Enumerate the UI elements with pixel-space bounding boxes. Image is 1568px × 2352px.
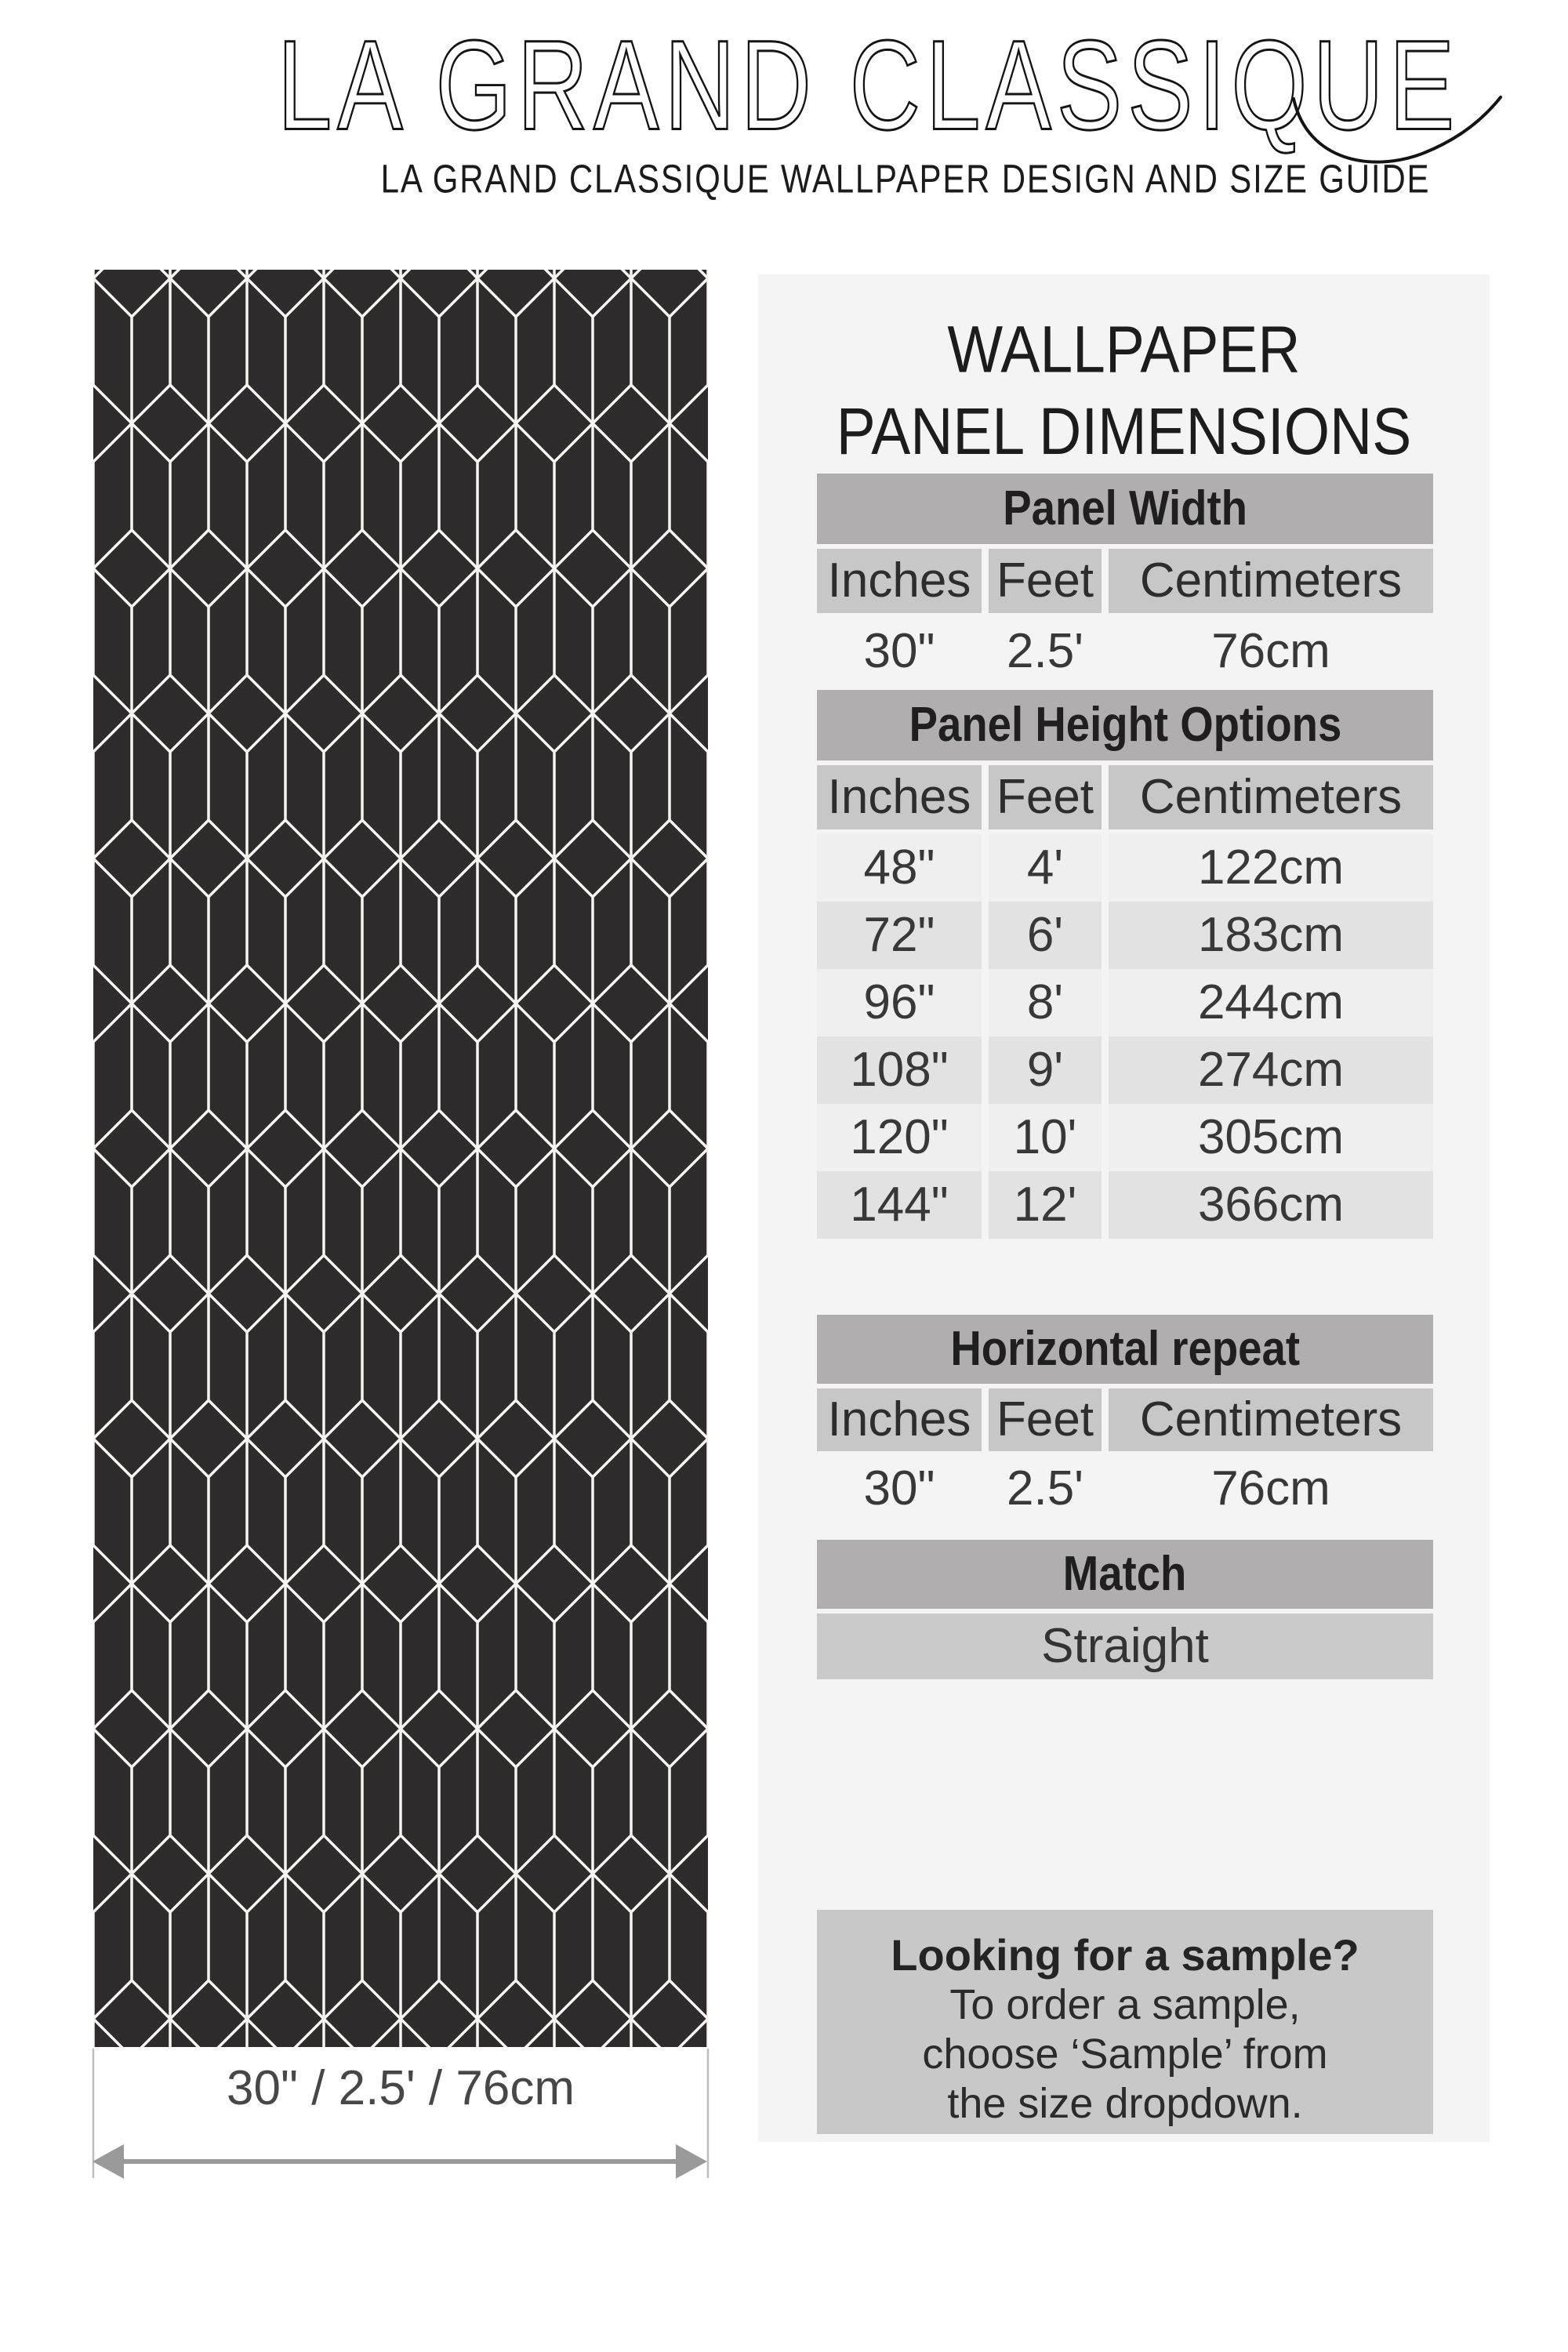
column-header-row [817,1388,1433,1451]
table-row [817,902,1433,969]
value-feet: 2.5' [1006,624,1084,678]
column-header-inches: Inches [817,549,982,613]
brand-title: LA GRAND CLASSIQUE [277,14,1461,157]
value-feet: 2.5' [1006,1461,1084,1515]
table-row [817,1036,1433,1104]
panel-heading-line1: WALLPAPER [947,312,1301,387]
value-centimeters: 76cm [1211,624,1330,678]
column-header-feet: Feet [989,549,1102,613]
match-value: Straight [817,1613,1433,1679]
wallpaper-pattern [93,270,708,2047]
value-centimeters: 122cm [1109,834,1433,902]
table-row [817,834,1433,902]
pattern-overlay [93,270,708,2047]
column-header-feet: Feet [989,1388,1102,1451]
section-header-horizontal-repeat [817,1315,1433,1384]
sample-body-line: choose ‘Sample’ from [922,2031,1328,2078]
section-title: Panel Height Options [909,698,1341,752]
section-title: Horizontal repeat [950,1322,1300,1376]
sample-body-line: the size dropdown. [947,2080,1303,2127]
dimensions-panel [758,274,1490,2142]
table-row [817,969,1433,1036]
table-row [817,1104,1433,1171]
table-row [817,1171,1433,1239]
value-inches: 108" [817,1036,982,1104]
brand-subtitle: LA GRAND CLASSIQUE WALLPAPER DESIGN AND SIZE GUIDE [380,156,1431,201]
value-feet: 9' [989,1036,1102,1104]
value-centimeters: 366cm [1109,1171,1433,1239]
value-centimeters: 76cm [1211,1461,1330,1515]
value-feet: 12' [989,1171,1102,1239]
section-header-panel-width [817,474,1433,544]
column-header-feet: Feet [989,765,1102,829]
arrow-head-right [676,2144,707,2179]
value-feet: 6' [989,902,1102,969]
section-title: Match [1063,1547,1187,1601]
column-header-centimeters: Centimeters [1109,549,1433,613]
value-inches: 144" [817,1171,982,1239]
panel-heading-line2: PANEL DIMENSIONS [836,394,1412,468]
value-inches: 120" [817,1104,982,1171]
value-centimeters: 183cm [1109,902,1433,969]
horizontal-repeat-value-row [817,1456,1433,1522]
value-inches: 96" [817,969,982,1036]
sample-body-line: To order a sample, [949,1981,1301,2028]
value-centimeters: 244cm [1109,969,1433,1036]
value-centimeters: 274cm [1109,1036,1433,1104]
width-arrow-icon [78,2043,721,2192]
value-inches: 30" [863,1461,935,1515]
sample-info-box [817,1910,1433,2134]
panel-width-caption: 30" / 2.5' / 76cm [227,2061,575,2115]
section-title: Panel Width [1003,481,1247,535]
column-header-inches: Inches [817,765,982,829]
panel-width-value-row [817,619,1433,684]
value-inches: 48" [817,834,982,902]
column-header-row [817,549,1433,613]
value-feet: 8' [989,969,1102,1036]
value-feet: 4' [989,834,1102,902]
column-header-row [817,765,1433,829]
sample-heading: Looking for a sample? [891,1930,1359,1980]
section-header-panel-height [817,690,1433,760]
arrow-head-left [93,2144,124,2179]
wallpaper-preview [93,270,708,2047]
value-inches: 72" [817,902,982,969]
column-header-centimeters: Centimeters [1109,1388,1433,1451]
brand-subtitle-wrap [278,156,1533,207]
column-header-inches: Inches [817,1388,982,1451]
section-header-match [817,1540,1433,1609]
panel-heading [758,309,1490,472]
value-inches: 30" [863,624,935,678]
value-feet: 10' [989,1104,1102,1171]
column-header-centimeters: Centimeters [1109,765,1433,829]
value-centimeters: 305cm [1109,1104,1433,1171]
